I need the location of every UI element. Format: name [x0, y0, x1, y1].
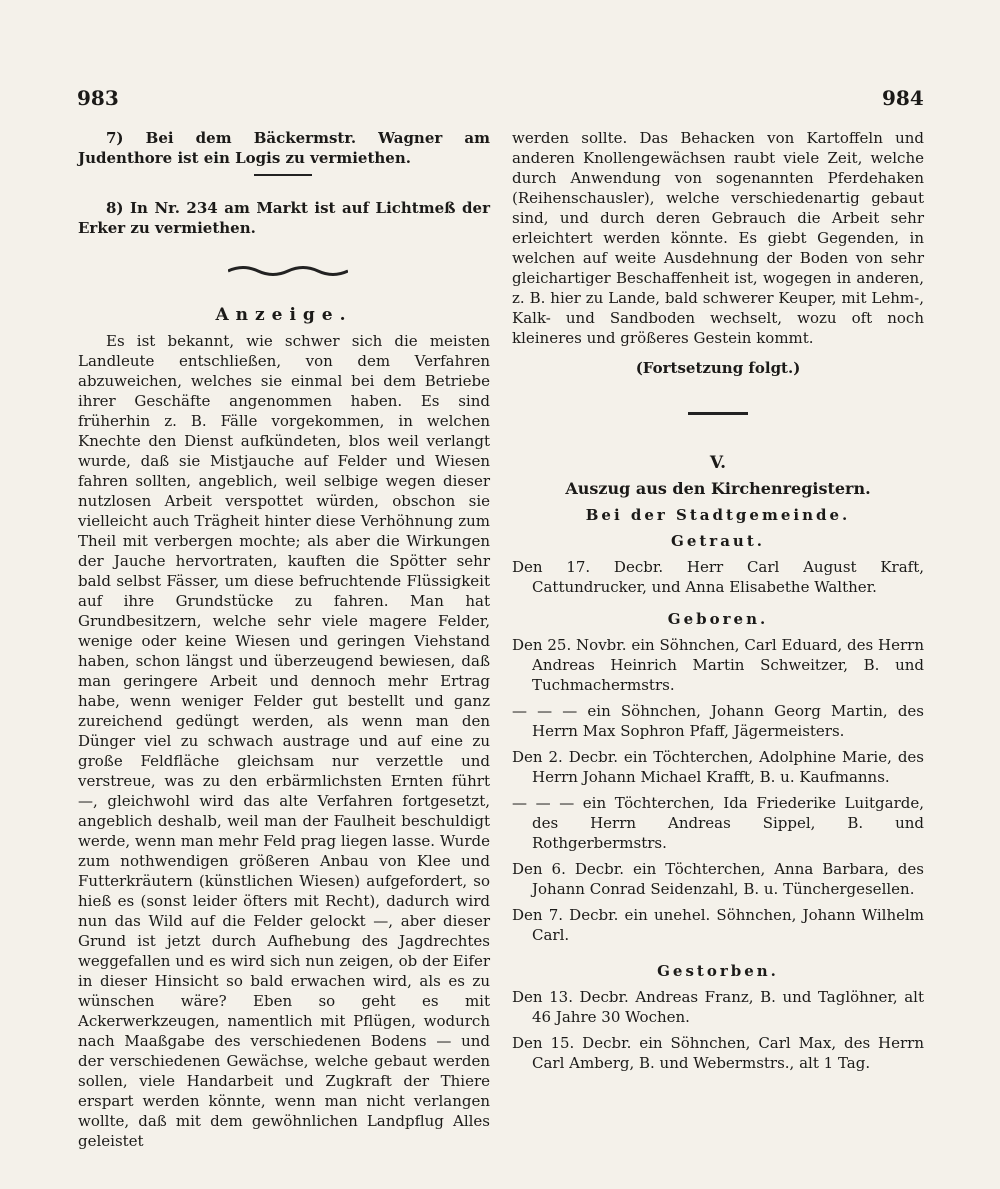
born-heading: Geboren.	[667, 610, 769, 628]
ad-continuation: werden sollte. Das Behacken von Kartoffeln und anderen Knollengewächsen raubt viele Zeit, welche durch Anwendung von sogenannten Pferdehaken (Reihenschausler), welche verschiedenartig gebaut sind, und durch deren Gebrauch die Arbeit sehr erleichtert werden könnte. Es giebt Gegenden, in welchen auf weite Ausdehnung der Boden von sehr gleichartiger Beschaffenheit ist, wogegen in anderen, z. B. hier zu Lande, bald schwerer Keuper, mit Lehm-, Kalk- und Sandboden wechselt, wozu oft noch kleineres und größeres Gestein kommt.	[512, 129, 924, 347]
continued-note: (Fortsetzung folgt.)	[635, 359, 801, 377]
register-entry: — — — ein Töchterchen, Ida Friederike Luitgarde, des Herrn Andreas Sippel, B. und Rothgerbermstrs.	[512, 794, 924, 852]
register-entry: Den 13. Decbr. Andreas Franz, B. und Taglöhner, alt 46 Jahre 30 Wochen.	[512, 988, 924, 1026]
register-entry: — — — ein Söhnchen, Johann Georg Martin, des Herrn Max Sophron Pfaff, Jägermeisters.	[512, 702, 924, 740]
section-title: Auszug aus den Kirchenregistern.	[565, 479, 871, 498]
left-column	[78, 128, 490, 1151]
ornamental-divider	[228, 264, 348, 278]
register-entry: Den 17. Decbr. Herr Carl August Kraft, Cattundrucker, und Anna Elisabethe Walther.	[512, 558, 924, 596]
register-entry: Den 2. Decbr. ein Töchterchen, Adolphine Marie, des Herrn Johann Michael Krafft, B. u. Kaufmanns.	[512, 748, 924, 786]
left-page-number: 983	[77, 86, 119, 110]
notice-7: 7) Bei dem Bäckermstr. Wagner am Judenthore ist ein Logis zu vermiethen.	[78, 129, 490, 167]
right-page-number: 984	[882, 86, 924, 110]
notice-8: 8) In Nr. 234 am Markt ist auf Lichtmeß der Erker zu vermiethen.	[78, 199, 490, 237]
section-divider	[688, 412, 748, 415]
register-entry: Den 15. Decbr. ein Söhnchen, Carl Max, des Herrn Carl Amberg, B. und Webermstrs., alt 1 Tag.	[512, 1034, 924, 1072]
register-entry: Den 7. Decbr. ein unehel. Söhnchen, Johann Wilhelm Carl.	[512, 906, 924, 944]
right-column	[512, 128, 924, 1073]
married-heading: Getraut.	[671, 532, 765, 550]
section-number: V.	[709, 453, 727, 473]
register-entry: Den 6. Decbr. ein Töchterchen, Anna Barbara, des Johann Conrad Seidenzahl, B. u. Tünchergesellen.	[512, 860, 924, 898]
died-heading: Gestorben.	[657, 962, 779, 980]
parish-heading: Bei der Stadtgemeinde.	[585, 506, 851, 524]
register-entry: Den 25. Novbr. ein Söhnchen, Carl Eduard, des Herrn Andreas Heinrich Martin Schweitzer, B. und Tuchmachermstrs.	[512, 636, 924, 694]
ad-text: Es ist bekannt, wie schwer sich die meisten Landleute entschließen, von dem Verfahren abzuweichen, welches sie einmal bei dem Betriebe ihrer Geschäfte angenommen haben. Es sind früherhin z. B. Fälle vorgekommen, in welchen Knechte den Dienst aufkündeten, blos weil verlangt wurde, daß sie Mistjauche auf Felder und Wiesen fahren sollten, angeblich, weil selbige wegen dieser nutzlosen Arbeit verspottet würden, obschon sie vielleicht auch Trägheit hinter diese Verhöhnung zum Theil mit verbergen mochte; als aber die Wirkungen der Jauche hervortraten, kauften die Spötter sehr bald selbst Fässer, um diese befruchtende Flüssigkeit auf ihre Grundstücke zu fahren. Man hat Grundbesitzern, welche sehr viele magere Felder, wenige oder keine Wiesen und geringen Viehstand haben, schon längst und überzeugend bewiesen, daß man geringere Arbeit und dennoch mehr Ertrag habe, wenn weniger Felder gut bestellt und ganz zureichend gedüngt werden, als wenn man den Dünger viel zu schwach austrage und auf eine zu große Feldfläche gleichsam nur verzettle und verstreue, was zu den erbärmlichsten Ernten führt —, gleichwohl wird das alte Verfahren fortgesetzt, angeblich deshalb, weil man der Faulheit beschuldigt werde, wenn man mehr Feld prag liegen lasse. Wurde zum nothwendigen größeren Anbau von Klee und Futterkräutern (künstlichen Wiesen) aufgefordert, so hieß es (sonst leider öfters mit Recht), dadurch wird nun das Wild auf die Felder gelockt —, aber dieser Grund ist jetzt durch Aufhebung des Jagdrechtes weggefallen und es wird sich nun zeigen, ob der Eifer in dieser Hinsicht so bald erwachen wird, als es zu wünschen wäre? Eben so geht es mit Ackerwerkzeugen, namentlich mit Pflügen, wodurch nach Maaßgabe des verschiedenen Bodens — und der verschiedenen Gewächse, welche gebaut werden sollen, viele Handarbeit und Zugkraft der Thiere erspart werden könnte, wenn man nicht verlangen wollte, daß mit dem gewöhnlichen Landpflug Alles geleistet	[78, 332, 490, 1150]
ad-heading: Anzeige.	[215, 305, 353, 325]
